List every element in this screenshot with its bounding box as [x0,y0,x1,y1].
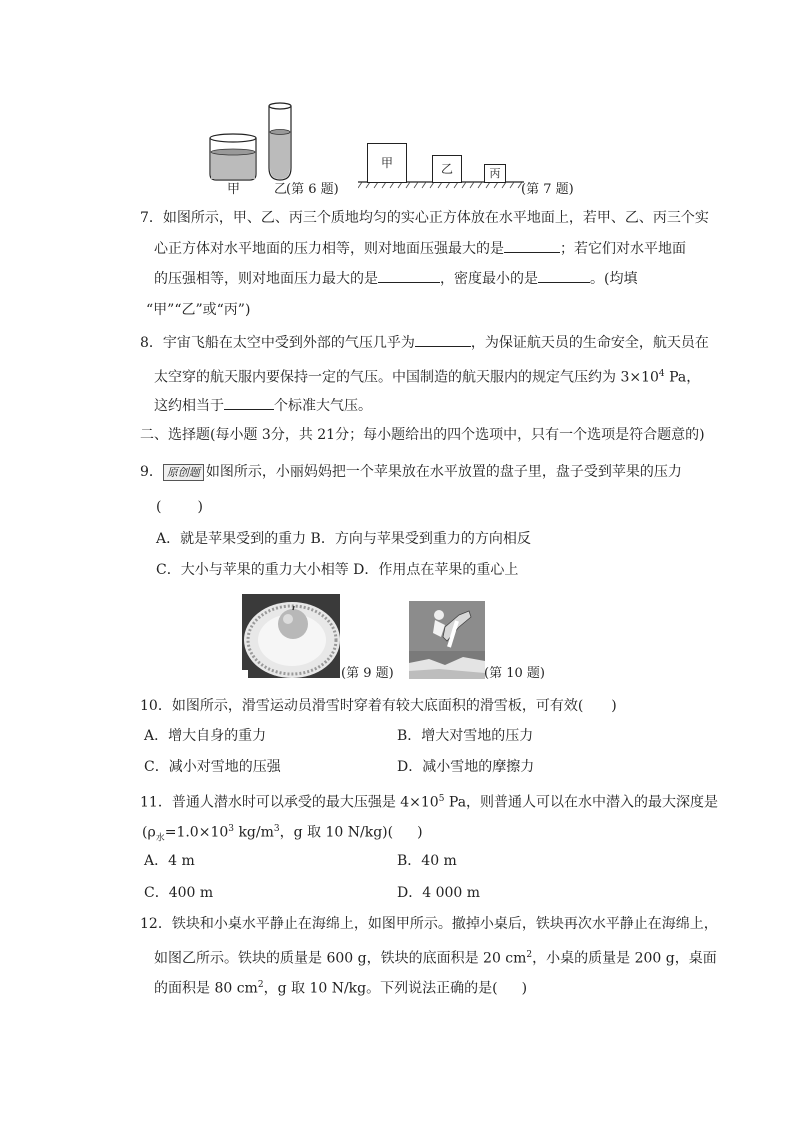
figure-q10-snowboarder [409,601,485,679]
original-question-tag: 原创题 [163,464,204,481]
q11-option-c: C．400 m [144,885,214,901]
label-yi: 乙 [274,182,288,197]
q11-line1: 11．普通人潜水时可以承受的最大压强是 $4\times 10^5$ Pa，则普通人可以在水中潜入的最大深度是 [140,794,719,811]
q7-line4: “甲”“乙”或“丙”) [146,302,251,318]
q10-option-c: C．减小对雪地的压强 [144,759,281,775]
q12-line1: 12．铁块和小桌水平静止在海绵上，如图甲所示。撤掉小桌后，铁块再次水平静止在海绵上， [140,916,718,932]
caption-q10: (第 10 题) [484,666,545,681]
answer-blank-q8-1[interactable] [415,332,471,347]
q10-option-b: B．增大对雪地的压力 [397,728,534,744]
section-2-heading: 二、选择题(每小题 3分，共 21分；每小题给出的四个选项中，只有一个选项是符合题意的) [140,427,705,443]
q9-options-ab: A．就是苹果受到的重力 B．方向与苹果受到重力的方向相反 [156,531,531,547]
q12-line3: 的面积是 80 $cm^2$，g 取 10 N/kg。下列说法正确的是( ) [154,980,528,997]
answer-blank-q7-2[interactable] [378,268,440,283]
answer-blank-q7-1[interactable] [504,238,560,253]
q8-line2: 太空穿的航天服内要保持一定的气压。中国制造的航天服内的规定气压约为 $3\times 10^4$ Pa， [154,369,701,386]
q10-stem: 10．如图所示，滑雪运动员滑雪时穿着有较大底面积的滑雪板，可有效( ) [140,698,617,714]
q11-option-a: A．4 m [144,853,195,869]
caption-q6: (第 6 题) [286,182,339,197]
q7-line2: 心正方体对水平地面的压力相等，则对地面压强最大的是 ；若它们对水平地面 [154,238,686,259]
answer-blank-q7-3[interactable] [538,268,590,283]
q11-option-d: D．4 000 m [397,885,481,901]
label-jia: 甲 [227,182,241,197]
q11-line2: ($\rho_水=1.0\times 10^3$ $kg/m^3$，g 取 10 N/kg)( ) [142,824,423,844]
q12-line2: 如图乙所示。铁块的质量是 600 g，铁块的底面积是 20 $cm^2$，小桌的质量是 200 g，桌面 [154,950,717,967]
q10-option-d: D．减小雪地的摩擦力 [397,759,535,775]
cube-yi: 乙 [432,155,462,183]
q9-options-cd: C．大小与苹果的重力大小相等 D．作用点在苹果的重心上 [156,562,519,578]
q9-answer-paren[interactable]: ( ) [156,499,203,515]
q7-line1: 7．如图所示，甲、乙、丙三个质地均匀的实心正方体放在水平地面上，若甲、乙、丙三个实 [140,210,709,226]
caption-q7: (第 7 题) [521,182,574,197]
cube-jia: 甲 [367,143,407,183]
figure-q9-apple-plate [242,594,340,678]
q7-line3: 的压强相等，则对地面压力最大的是 ，密度最小的是 。(均填 [154,268,637,289]
q9-line1: 9． 原创题 如图所示，小丽妈妈把一个苹果放在水平放置的盘子里，盘子受到苹果的压力 [140,464,682,480]
answer-blank-q8-2[interactable] [224,395,274,410]
cube-bing: 丙 [484,164,506,183]
q11-option-b: B．40 m [397,853,457,869]
q8-line3: 这约相当于 个标准大气压。 [154,395,372,416]
caption-q9: (第 9 题) [341,666,394,681]
q10-option-a: A．增大自身的重力 [144,728,267,744]
q8-line1: 8．宇宙飞船在太空中受到外部的气压几乎为 ，为保证航天员的生命安全，航天员在 [140,332,709,353]
